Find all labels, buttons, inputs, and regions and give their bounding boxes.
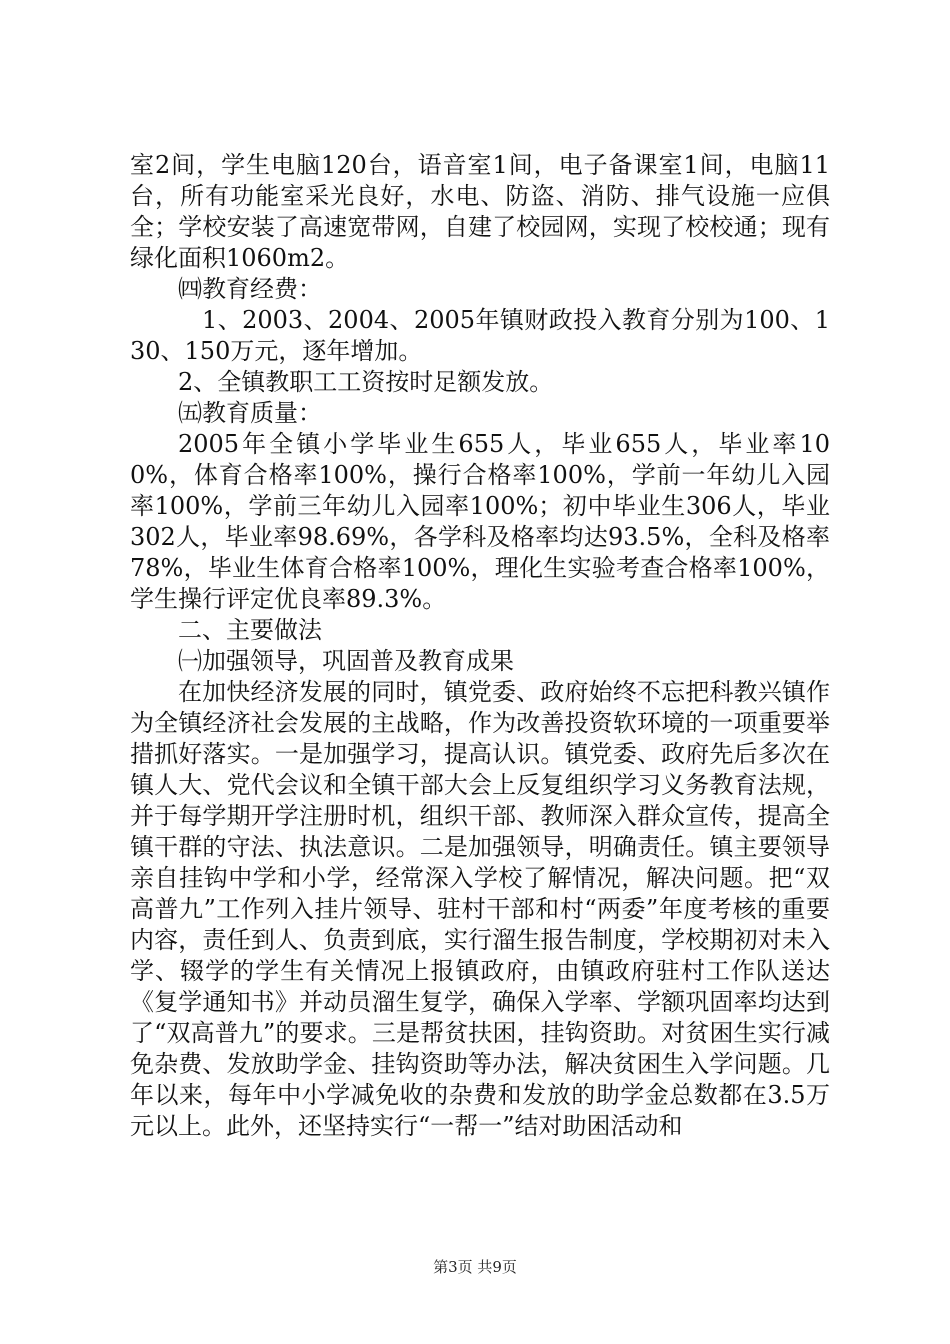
heading-education-funding: ㈣教育经费：: [178, 275, 322, 303]
paragraph-funding-2: 2、全镇教职工工资按时足额发放。: [178, 368, 554, 396]
paragraph-quality: 2005年全镇小学毕业生655人，毕业655人，毕业率100%，体育合格率100%，操行合格率100%，学前一年幼儿入园率100%，学前三年幼儿入园率100%；初中毕业生306人，毕业302人，毕业率98.69%，各学科及格率均达93.5%，全科及格率78%，毕业生体育合格率100%，理化生实验考查合格率100%，学生操行评定优良率89.3%。: [130, 430, 830, 613]
page-number-footer: 第3页 共9页: [433, 1258, 517, 1276]
heading-main-practices: 二、主要做法: [178, 616, 322, 644]
heading-strengthen-leadership: ㈠加强领导，巩固普及教育成果: [178, 647, 514, 675]
paragraph-funding-1: 1、2003、2004、2005年镇财政投入教育分别为100、130、150万元，逐年增加。: [130, 306, 830, 365]
heading-education-quality: ㈤教育质量：: [178, 399, 322, 427]
document-body: [130, 150, 830, 1142]
paragraph-leadership: 在加快经济发展的同时，镇党委、政府始终不忘把科教兴镇作为全镇经济社会发展的主战略，作为改善投资软环境的一项重要举措抓好落实。一是加强学习，提高认识。镇党委、政府先后多次在镇人大、党代会议和全镇干部大会上反复组织学习义务教育法规，并于每学期开学注册时机，组织干部、教师深入群众宣传，提高全镇干群的守法、执法意识。二是加强领导，明确责任。镇主要领导亲自挂钩中学和小学，经常深入学校了解情况，解决问题。把“双高普九”工作列入挂片领导、驻村干部和村“两委”年度考核的重要内容，责任到人、负责到底，实行溜生报告制度，学校期初对未入学、辍学的学生有关情况上报镇政府，由镇政府驻村工作队送达《复学通知书》并动员溜生复学，确保入学率、学额巩固率均达到了“双高普九”的要求。三是帮贫扶困，挂钩资助。对贫困生实行减免杂费、发放助学金、挂钩资助等办法，解决贫困生入学问题。几年以来，每年中小学减免收的杂费和发放的助学金总数都在3.5万元以上。此外，还坚持实行“一帮一”结对助困活动和: [130, 678, 830, 1140]
paragraph-facilities-continued: 室2间，学生电脑120台，语音室1间，电子备课室1间，电脑11台，所有功能室采光良好，水电、防盗、消防、排气设施一应俱全；学校安装了高速宽带网，自建了校园网，实现了校校通；现有绿化面积1060m2。: [130, 151, 830, 272]
